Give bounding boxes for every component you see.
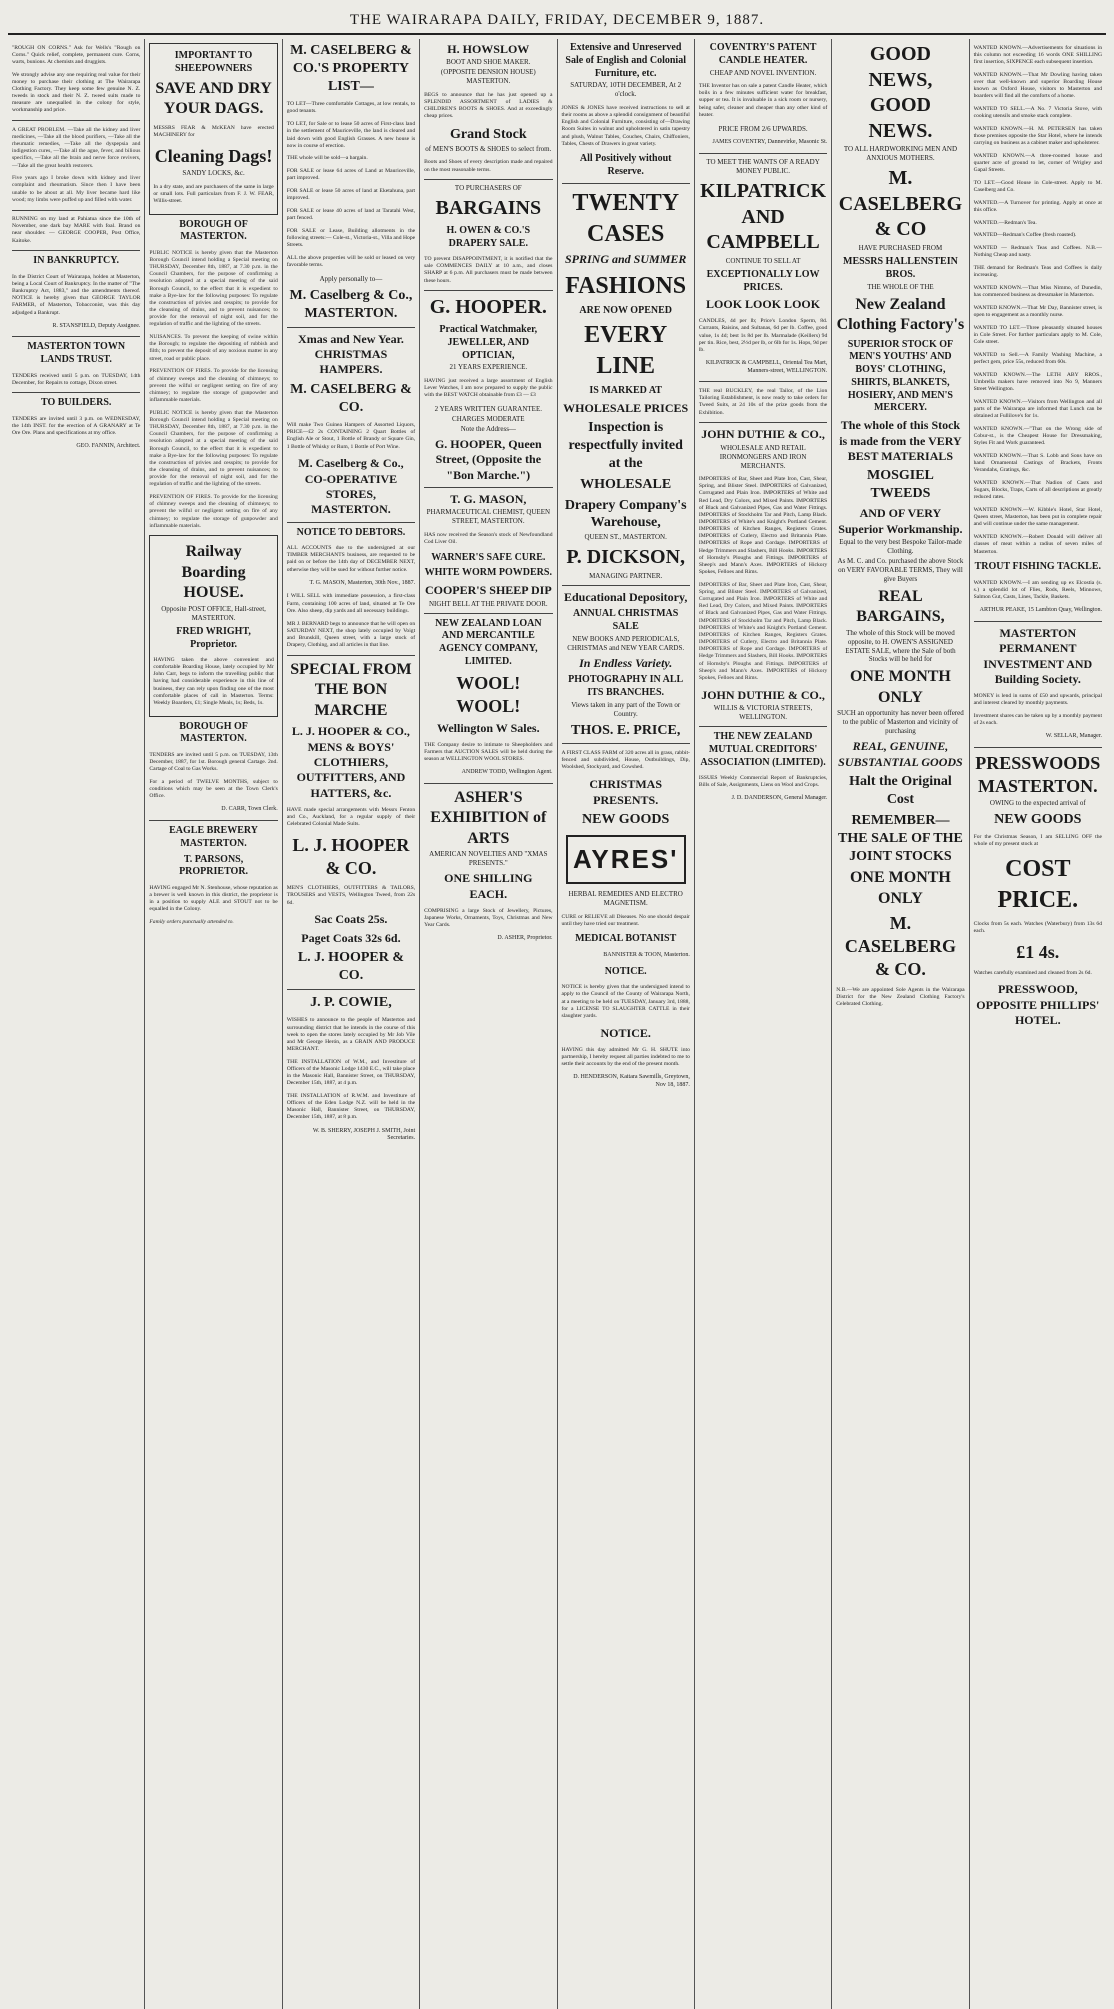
asher-heading: ASHER'S EXHIBITION of ARTS [430,788,547,847]
asher-body: COMPRISING a large Stock of Jewellery, Pictures, Japanese Works, Ornaments, Toys, Christmas and New Year Cards. [424,907,553,928]
divider [12,210,140,211]
builders-signature: GEO. FANNIN, Architect. [76,443,141,450]
inspection: Inspection is respectfully invited at the [568,419,683,471]
coventry-sub: CHEAP AND NOVEL INVENTION. [709,68,817,77]
divider [12,250,140,251]
column-5 [558,39,695,2009]
divider [424,613,552,614]
cowie-heading: J. P. COWIE, [310,994,392,1010]
asher-price: ONE SHILLING EACH. [444,871,533,901]
purchased: HAVE PURCHASED FROM [858,244,943,253]
installation-signature: W. B. SHERRY, JOSEPH J. SMITH, Joint Secretaries. [312,1127,416,1142]
fire-body-2: PUBLIC NOTICE is hereby given that the Masterton Borough Council intend holding a Special meeting on THURSDAY, December 8th, 1887, at 7.30 p.m. in the Council Chambers, for the purpose of confirming a resolution adopted at a special meeting of the said Borough Council, to the effect that it is expedient to make a Bye-law for the following purposes: To regulate the construction of privies and cesspits; to provide for the cleansing of drains, and to prevent nuisances; to provide for the removal of night soil, and for the regulation of traffic and the lighting of the streets. [149,409,278,488]
coventry-heading: COVENTRY'S PATENT CANDLE HEATER. [709,42,817,66]
problem-ad: A GREAT PROBLEM. —Take all the kidney and liver medicines, —Take all the blood purifiers, —Take all the rheumatic remedies, —Take all the dyspepsia and indigestion cures, —Take all the ague, fever, and bilious specifics, —Take all the brain and nerve force revivers, —Take all the great health restorers. [12,126,141,169]
divider [562,183,690,184]
bargains-intro: TO PURCHASERS OF [454,184,522,193]
mosgiel-tweeds: MOSGIEL TWEEDS [866,468,934,502]
divider [12,120,140,121]
hooper-warranty: 2 YEARS WRITTEN GUARANTEE. [434,404,542,413]
wanted-18: WANTED KNOWN.—"That on the Wrong side of Cobur-st., is the Cheapest House for Dressmaking, Styles Fit and Work guaranteed. [973,425,1102,447]
sandy-locks: SANDY LOCKS, &c. [182,169,245,178]
henderson-sign: D. HENDERSON, Kaitara Sawmills, Greytown, Nov 18, 1887. [573,1074,690,1088]
property-sold: THE whole will be sold—a bargain. [286,155,368,162]
wanted-6: TO LET.—Good House in Cole-street. Apply to M. Caselberg and Co. [973,179,1102,194]
wanted-11: THE demand for Redman's Teas and Coffees is daily increasing. [973,265,1102,279]
bankruptcy-body: In the District Court of Wairarapa, holden at Masterton, being a Local Court of Bankruptcy. In the matter of "The Bankruptcy Act, 1883," and the amendments thereof. NOTICE is hereby given that GEORGE TAYLOR FARMER, of Masterton, Tobacconist, was this day adjudged a Bankrupt. [12,273,141,316]
railway-ad [149,535,277,716]
every-line: EVERY LINE [584,322,668,380]
bankruptcy-signature: R. STANSFIELD, Deputy Assignee. [52,322,141,329]
owen-body: TO prevent DISAPPOINTMENT, it is notified that the sale COMMENCES DAILY at 10 a.m., and closes SHARP at 6 p.m. All purchasers must be made between these hours. [424,256,553,284]
divider [287,522,415,523]
hooper-heading-3: L. J. HOOPER & CO. [297,950,405,983]
money-lent: MONEY is lend in sums of £50 and upwards, principal and interest cleared by monthly payments. [973,692,1102,706]
sac-coats: Sac Coats 25s. [314,912,388,927]
masthead: THE WAIRARAPA DAILY, FRIDAY, DECEMBER 9, 1887. [8,6,1106,35]
ayres-body: CURE or RELIEVE all Diseases. No one should despair until they have tried our treatment. [561,913,690,927]
farm-sale: I WILL SELL with immediate possession, a first-class Farm, containing 100 acres of land, situated at Te Ore Ore. Also sheep, dip yards and all necessary buildings. [286,593,416,614]
superior-stock: SUPERIOR STOCK OF MEN'S YOUTHS' AND BOYS' CLOTHING, SHIRTS, BLANKETS, HOSIERY, AND MEN'S MERCERY. [847,338,954,414]
hamper-body: Will make Two Guinea Hampers of Assorted Liquors, PRICE—£2 2s CONTAINING 2 Quart Bottles of English Ale or Stout, 1 Bottle of Brandy or Square Gin, 1 Bottle of Whisky or Rum, 1 Bottle of Port Wine. [286,422,416,450]
genuine-goods: REAL, GENUINE, SUBSTANTIAL GOODS [838,739,963,769]
grand-stock-sub: of MEN'S BOOTS & SHOES to select from. [425,144,552,153]
property-let-2: TO LET, for Sale or to lease 50 acres of First-class land in the settlement of Mauriceville, the land is cleared and laid down with good English Grasses. A new house is now in course of erection. [286,121,416,149]
wanted-4: WANTED KNOWN.—H. M. PETERSEN has taken those premises opposite the Star Hotel, where he intends carrying on business as a cabinet maker and upholsterer. [973,125,1102,147]
railway-heading: Railway Boarding HOUSE. [181,543,246,602]
divider [699,153,827,154]
grand-stock-heading: Grand Stock [450,127,527,143]
worm-heading: WHITE WORM POWDERS. [424,567,552,579]
hooper-sub: MEN'S CLOTHIERS, OUTFITTERS & TAILORS, TROUSERS and VESTS, Wellington Tweed, from 22s 6d. [286,885,416,906]
wanted-5: WANTED KNOWN.—A three-roomed house and quarter acre of ground to let, corner of Wrigley and Gapal Streets. [973,152,1102,174]
ayres-heading: AYRES' [566,835,686,884]
owing-to: OWING to the expected arrival of [989,798,1086,807]
divider [424,179,552,180]
clocks: Clocks from 5s each. Watches (Waterbury) from 13s 6d each. [973,921,1102,935]
hardworking: TO ALL HARDWORKING MEN AND ANXIOUS MOTHERS. [843,145,958,163]
favorable: As M. C. and Co. purchased the above Stock on VERY FAVORABLE TERMS, They will give Buyers [837,556,964,583]
mutual-sign: J. D. DANDERSON, General Manager. [731,795,828,802]
wanted-16: WANTED KNOWN.—The LETH ABY RROS., Umbrella makers have removed into No 9, Manners Street Wellington. [973,371,1102,393]
wanted-13: WANTED KNOWN.—That Mr Day, Bannister street, is open to engagement as a monthly nurse. [973,304,1102,319]
divider [699,422,827,423]
night-bell: NIGHT BELL AT THE PRIVATE DOOR. [429,599,548,608]
column-4 [420,39,557,2009]
kilpatrick-heading: KILPATRICK AND CAMPBELL [700,180,827,254]
hooper-watch-body: HAVING just received a large assortment of English Lever Watches, I am now prepared to supply the public with the BEST WATCH obtainable from £3 — £3 [424,377,553,399]
railway-body: HAVING taken the above convenient and comfortable Boarding House, lately occupied by Mr John Carr, begs to inform the travelling public that having had considerable experience in this line of business, they can rely upon finding one of the most comfortable places of call in Masterton. Terms: Weekly Boarders, £1; Single Meals, 1s; Beds, 1s. [153,656,274,706]
wholesale-prices: WHOLESALE PRICES [563,400,689,415]
wanted-14: WANTED TO LET.—Three pleasantly situated houses in Cole Street. For further particulars apply to M. Cole, Cole street. [973,324,1102,346]
town-lands-body: TENDERS received until 5 p.m. on TUESDAY, 14th December, for Repairs to cottage, Dixon street. [12,372,141,386]
photography: PHOTOGRAPHY IN ALL ITS BRANCHES. [568,674,684,698]
hooper-body-1: HAVE made special arrangements with Messrs Fenton and Co., Auckland, for a regular supply of their Celebrated Colonial Made Suits. [286,806,416,827]
kilpatrick-body: CANDLES, 4d per lb; Price's London Sperm, 8d. Currants, Raisins, and Sultanas, 6d per lb. Coffee, good value, 1s 4d; best 1s 8d per lb. Marmalade (Keillers) 9d per tin. Rice, best, 2½d per lb, or 6lb for 1s. Hops, 9d per lb. [698,318,828,353]
coventry-price: PRICE FROM 2/6 UPWARDS. [718,124,808,133]
opportunity: SUCH an opportunity has never been offered to the public of Masterton and vicinity of purchasing [837,709,964,736]
real-bargains: REAL BARGAINS, [856,587,945,626]
debtors-signature: T. G. MASON, Masterton, 30th Nov., 1887. [309,579,416,586]
wool-heading: WOOL! WOOL! [456,672,521,716]
buckley-ad: THE real BUCKLEY, the real Tailor, of the Lion Tailoring Establishment, is now ready to take orders for Tweed Suits, at 24 10s of the prize goods from the Exhibition. [698,388,828,416]
photo-views: Views taken in any part of the Town or Country. [571,700,681,718]
divider [12,336,140,337]
christmas-presents: CHRISTMAS PRESENTS. [589,777,663,807]
column-2 [145,39,282,2009]
hooper-heading-1: L. J. HOOPER & CO., MENS & BOYS' CLOTHIERS, OUTFITTERS, AND HATTERS, &c. [291,724,410,800]
kilpatrick-sign: KILPATRICK & CAMPBELL, Oriental Tea Mart, Manners-street, WELLINGTON. [705,360,828,374]
drapery-address: QUEEN ST., MASTERTON. [584,533,667,542]
railway-proprietor: FRED WRIGHT, Proprietor. [176,625,251,650]
wanted-21: WANTED KNOWN.—W. Kibble's Hotel, Star Hotel, Queen street, Masterton, has been put in complete repair and will continue under the same management. [973,507,1102,528]
selling-off: For the Christmas Season, I am SELLING OFF the whole of my present stock at [973,834,1102,848]
new-goods-heading: NEW GOODS [994,811,1082,827]
owen-heading: H. OWEN & CO.'S DRAPERY SALE. [446,224,531,249]
brewery-orders: Family orders punctually attended to. [149,919,234,926]
property-apply: Apply personally to— [319,274,383,283]
cleaning-heading: Cleaning Dags! [154,146,273,167]
coventry-body: THE Inventor has on sale a patent Candle Heater, which boils in a few minutes sufficient water for breakfast, supper or tea. It is invaluable in a sick room or nursery, being safer, cleaner and cheaper than any other kind of heater. [698,83,828,118]
peake-sign: ARTHUR PEAKE, 15 Lambton Quay, Wellington. [979,607,1102,614]
wanted-1: WANTED KNOWN.—Advertisements for situations in this column not exceeding 16 words ONE SHILLING first insertion, SIXPENCE each subsequent insertion. [973,44,1102,65]
property-sale-3: FOR SALE or lease 40 acres of land at Taratahi West, part fenced. [286,208,416,222]
borough-heading: BOROUGH OF MASTERTON. [179,218,248,243]
best-materials: The whole of this Stock is made from the VERY BEST MATERIALS [839,418,962,463]
whole-of: THE WHOLE OF THE [867,282,934,291]
bannister-sign: BANNISTER & TOON, Masterton. [603,952,690,959]
wanted-9: WANTED—Redman's Coffee (fresh roasted). [973,232,1077,239]
fire-body: PREVENTION OF FIRES. To provide for the licensing of chimney sweeps and the cleaning of chimneys; to prevent the wilful or negligent setting on fire of any chimney; to regulate the storage of gunpowder and inflammable materials. [149,368,278,404]
twenty-cases: TWENTY CASES [572,190,680,247]
town-clerk: D. CARR, Town Clerk. [221,806,278,813]
hop-ad: Five years ago I broke down with kidney and liver complaint and rheumatism. Since then I have been unable to be about at all. My liver became hard like wood; my limbs were puffed up and filled with water. [12,175,141,203]
brewery-proprietor: T. PARSONS, PROPRIETOR. [179,853,249,878]
sellar-sign: W. SELLAR, Manager. [1045,733,1102,740]
column-8 [970,39,1106,2009]
drapery-heading: Drapery Company's Warehouse, [564,497,687,531]
dags-intro: MESSRS FEAR & McKEAN have erected MACHINERY for [153,125,274,139]
new-goods: NEW GOODS [582,811,670,827]
one-month-2: ONE MONTH ONLY [849,869,951,907]
now-opened: ARE NOW OPENED [579,304,672,316]
price-big: £1 4s. [1016,942,1060,963]
marked-at: IS MARKED AT [589,384,662,396]
builders-body: TENDERS are invited until 3 p.m. on WEDNESDAY, the 14th INST. for the erection of A GRANARY at Te Ore Ore. Plans and specifications at my office. [12,415,141,437]
borough2-heading: BOROUGH OF MASTERTON. [179,720,248,745]
wanted-3: WANTED TO SELL.—A No. 7 Victoria Stove, with cooking utensils and smoke stack complete. [973,105,1102,120]
cartage-tenders: TENDERS are invited until 5 p.m. on TUESDAY, 13th December, 1887, for 1st. Borough general Cartage. 2nd. Cartage of Coal to Gas Works. [149,751,278,773]
divider [562,743,690,744]
divider [699,381,827,382]
caselberg-heading: M. CASELBERG & CO [838,167,963,241]
furniture-reserve: All Positively without Reserve. [579,153,672,178]
wool-body: THE Company desire to intimate to Sheepholders and Farmers that AUCTION SALES will be held during the season at WELLINGTON WOOL STORES. [424,741,553,763]
divider [974,747,1102,748]
building-society: MASTERTON PERMANENT INVESTMENT AND Building Society. [983,625,1093,686]
coventry-sign: JAMES COVENTRY, Dannevirke, Masonic St. [712,139,828,146]
wool-signature: ANDREW TODD, Wellington Agent. [461,769,553,776]
ayres-sub: HERBAL REMEDIES AND ELECTRO MAGNETISM. [568,890,683,907]
divider [287,655,415,656]
wanted-10: WANTED — Redman's Teas and Coffees. N.B.—Nothing Cheap and nasty. [973,245,1102,259]
asher-sub: AMERICAN NOVELTIES AND "XMAS PRESENTS." [429,850,548,868]
howslow-sub: BOOT AND SHOE MAKER. [446,58,531,67]
hooper-charges: CHARGES MODERATE [452,414,525,423]
duthie-heading: JOHN DUTHIE & CO., [701,427,825,442]
farm-ad: A FIRST CLASS FARM of 320 acres all in grass, rabbit-fenced and subdivided, House, Outbuildings, Dip, Woolshed, Stockyard, and Cowshed. [561,750,690,771]
caselberg-hampers: M. CASELBERG & CO. [290,381,412,415]
joint-stocks: REMEMBER— THE SALE OF THE JOINT STOCKS [838,812,963,864]
good-news: GOOD NEWS, GOOD NEWS. [868,43,933,142]
running-ad: RUNNING on my land at Pahiatua since the 10th of November, one dark bay MARE with foal. Brand on near shoulder. — GEORGE COOPER, Post Office, Kaitoke. [12,216,141,244]
hooper-years: 21 YEARS EXPERIENCE. [449,363,528,372]
brewery-heading: EAGLE BREWERY MASTERTON. [169,825,258,849]
workmanship: AND OF VERY Superior Workmanship. [838,506,963,536]
duthie-heading-2: JOHN DUTHIE & CO., [701,687,825,702]
sheep-dip-heading: COOPER'S SHEEP DIP [424,583,552,598]
property-all: ALL the above properties will be sold or leased on very favorable terms. [286,254,416,269]
installation-2: THE INSTALLATION of R.W.M. and Investiture of Officers of the Eden Lodge N.Z. will be held in the Masonic Hall, Bannister Street, on THURSDAY, December 15th, 1887, at 8 p.m. [286,1092,416,1121]
investment-shares: Investment shares can be taken up by a monthly payment of 2s each. [973,712,1102,726]
dags-ad [149,43,277,215]
hooper-heading-2: L. J. HOOPER & CO. [292,834,410,878]
hooper-address: G. HOOPER, Queen Street, (Opposite the "Bon Marche.") [434,436,542,482]
price-heading: THOS. E. PRICE, [571,722,681,738]
cost-price: COST PRICE. [997,856,1079,913]
loan-company-heading: NEW ZEALAND LOAN AND MERCANTILE AGENCY COMPANY, LIMITED. [435,617,542,667]
cowie-body: WISHES to announce to the people of Masterton and surrounding district that he intends in the course of this week to open the stores lately occupied by Mr Job Vile and Mr George Herón, as a GRAIN AND PRODUCE MERCHANT. [286,1017,416,1052]
presswood-heading: PRESSWOODS MASTERTON. [975,752,1101,796]
wanted-12: WANTED KNOWN.—That Miss Nimmo, of Dunedin, has commenced business as dressmaker in Masterton. [973,285,1102,299]
medical-botanist: MEDICAL BOTANIST [575,933,677,945]
wanted-23: WANTED KNOWN.—I am sending up ex Elcostia (s. s.) a splendid lot of Flies, Rods, Reels, Minnows, Salmon Gut, Casts, Lines, Tackle, Baskets. [973,579,1102,600]
caselberg-heading-2: M. CASELBERG & CO. [844,913,956,980]
wool-sales: Wellington W Sales. [437,720,540,735]
rough-ad: "ROUGH ON CORNS." Ask for Wells's "Rough on Corns." Quick relief, complete, permanent cure. Corns, warts, bunions. At chemists and druggists. [12,44,141,65]
spring-summer: SPRING and SUMMER [565,252,687,267]
wanted-8: WANTED.—Redman's Tea. [973,219,1037,226]
kilpatrick-continue: CONTINUE TO SELL AT [725,256,801,265]
cod-liver-oil: HAS now received the Season's stock of Newfoundland Cod Liver Oil. [424,531,553,545]
grand-stock-body: Boots and Shoes of every description made and repaired on the most reasonable terms. [424,159,553,173]
mutual-heading: THE NEW ZEALAND MUTUAL CREDITORS' ASSOCIATION (LIMITED). [700,730,826,768]
paget-coats: Paget Coats 32s 6d. [301,930,401,945]
educational-heading: Educational Depository, [564,589,688,604]
nz-clothing-factory: New Zealand Clothing Factory's [836,295,965,334]
wanted-2: WANTED KNOWN.—That Mr Dowling having taken over that well-known and superior Boarding House known as Oxford House, visitors to Masterton and boarders will find all the comforts of a home. [973,71,1102,100]
wanted-17: WANTED KNOWN.—Visitors from Wellington and all parts of the Wairarapa are informed that Lunch can be obtained at Fullilove's for 1s. [973,398,1102,420]
divider [287,327,415,328]
owen-estate: The whole of this Stock will be moved opposite, to H. OWEN'S ASSIGNED ESTATE SALE, where the Sale of both Stocks will be held for [845,628,956,664]
warner-heading: WARNER'S SAFE CURE. [431,551,546,563]
property-sale-1: FOR SALE or lease 64 acres of Land at Mauriceville, part improved. [286,168,416,182]
divider [699,726,827,727]
column-1 [8,39,145,2009]
divider [562,585,690,586]
fashions: FASHIONS [565,272,687,299]
debtors-heading: NOTICE TO DEBTORS. [296,526,406,538]
christmas-sale: ANNUAL CHRISTMAS SALE [573,608,679,633]
mason-sub: PHARMACEUTICAL CHEMIST, QUEEN STREET, MASTERTON. [426,508,551,526]
property-sale-4: FOR SALE or Lease, Building allotments in the following streets:— Cole-st., Victoria-st., Villa and Hope Streets. [286,227,416,249]
divider [12,392,140,393]
town-lands-heading: MASTERTON TOWN LANDS TRUST. [27,341,126,366]
divider [424,783,552,784]
column-6 [695,39,832,2009]
divider [424,290,552,291]
furniture-body: JONES & JONES have received instructions to sell at their rooms as above a splendid consignment of beautiful English and Colonial Furniture, consisting of—Drawing Room Suites in walnut and upholstered in satin tapestry and plush, Walnut Tables, Couches, Chairs, Chiffoniers, Tables, Chests of Drawers in great variety. [561,104,690,147]
duthie-address: WILLIS & VICTORIA STREETS, WELLINGTON. [713,704,813,721]
dags-heading-small: IMPORTANT TO SHEEPOWNERS [174,50,253,74]
caselberg-property-heading: M. CASELBERG & CO.'S PROPERTY LIST— [290,43,412,94]
dags-heading: SAVE AND DRY YOUR DAGS. [155,79,272,118]
hallenstein: MESSRS HALLENSTEIN BROS. [843,256,958,280]
duthie-sub: WHOLESALE AND RETAIL IRONMONGERS AND IRON MERCHANTS. [719,443,807,470]
notice2-body: HAVING this day admitted Mr G. H. SHUTE into partnership, I hereby request all parties indebted to me to settle their accounts by the end of the present month. [561,1046,690,1067]
dickson-heading: P. DICKSON, [566,546,686,569]
low-prices: EXCEPTIONALLY LOW PRICES. [706,268,820,293]
howslow-body: BEGS to announce that he has just opened up a SPLENDID ASSORTMENT of LADIES & CHILDREN'S BOOTS & SHOES. And at exceedingly cheap prices. [424,91,553,120]
furniture-heading: Extensive and Unreserved Sale of English and Colonial Furniture, etc. [565,42,686,79]
wanted-7: WANTED.—A Turnover for printing. Apply at once at this office. [973,199,1102,213]
property-sale-2: FOR SALE or lease 50 acres of land at Eketahuna, part improved. [286,188,416,202]
column-3 [283,39,420,2009]
look-look: LOOK LOOK LOOK [706,297,821,312]
notice-heading: NOTICE. [604,965,647,977]
bespoke: Equal to the very best Bespoke Tailor-made Clothing. [839,537,962,555]
original-cost: Halt the Original Cost [849,773,952,807]
notice2-heading: NOTICE. [600,1025,651,1040]
railway-sub: Opposite POST OFFICE, Hall-street, MASTERTON. [161,604,266,622]
fire-body-3: PREVENTION OF FIRES. To provide for the licensing of chimney sweeps and the cleaning of chimneys; to prevent the wilful or negligent setting on fire of any chimney; to regulate the storage of gunpowder and inflammable materials. [149,494,278,529]
clothing-ad: We strongly advise any one requiring real value for their money to purchase their clothing at The Wairarapa Clothing Factory. They keep some few genuine N. Z. tweeds in stock and their N. Z. tweed suits made to measure are unequalled in the colony for style, workmanship and price. [12,71,141,114]
caselberg-coop: M. Caselberg & Co., CO-OPERATIVE STORES, MASTERTON. [298,456,404,517]
books-cards: NEW BOOKS AND PERIODICALS, CHRISTMAS and NEW YEAR CARDS. [567,634,685,652]
hooper-address-label: Note the Address— [460,424,516,433]
wanted-22: WANTED KNOWN.—Robert Donald will deliver all classes of meat within a radius of seven miles of Masterton. [973,534,1102,555]
presswood-sign: PRESSWOOD, OPPOSITE PHILLIPS' HOTEL. [976,982,1100,1028]
caselberg-masterton: M. Caselberg & Co., MASTERTON. [289,287,413,321]
builders-heading: TO BUILDERS. [40,397,112,409]
trout-heading: TROUT FISHING TACKLE. [974,561,1102,573]
hooper-watch-heading: G. HOOPER. [429,296,547,319]
dags-body: In a dry state, and are purchasers of the same in large or small lots. Full particulars from F. J. W. FEAR, Willis-street. [153,183,274,204]
furniture-date: SATURDAY, 10TH DECEMBER, At 2 o'clock. [570,81,682,99]
wanted-20: WANTED KNOWN.—That Nadion of Casts and Sugars, Blocks, Traps, Carts of all descriptions at greatly reduced rates. [973,480,1102,501]
nuisances-body: NUISANCES. To prevent the keeping of swine within the Borough; to regulate the depositing of rubbish and filth; to prevent the deposit of any noxious matter in any street, road or public place. [149,334,278,362]
divider [287,989,415,990]
ready-money: TO MEET THE WANTS OF A READY MONEY PUBLIC. [706,158,820,176]
bankruptcy-heading: IN BANKRUPTCY. [33,255,120,267]
duthie-importers: IMPORTERS of Bar, Sheet and Plate Iron, Cast, Shear, Spring, and Blister Steel. IMPORTERS of Galvanized, Corrugated and Plain Iron. IMPORTERS of White and Red Lead, Dry Colors, and Mixed Paints. IMPORTERS of Black and Galvanized Pipes, Gas and Water Fittings. IMPORTERS of Stockholm Tar and Pitch, Lamp Black. IMPORTERS of White's and Knight's Portland Cement. IMPORTERS of Kitchen Ranges, Registers Grates. IMPORTERS of Cutlery, Electro and Britannia Plate. IMPORTERS of Rope and Cordage. IMPORTERS of Hedge Trimmers and Slashers, Bill Hooks. IMPORTERS of Hornsby's Ploughs and Fittings. IMPORTERS of Sheep's and Mann's Axes. IMPORTERS of Hickory Spokes, Felloes and Rims. [698,476,828,576]
notice-body: NOTICE is hereby given that the undersigned intend to apply to the Council of the County of Wairarapa North, at a meeting to be held on TUESDAY, January 3rd, 1888, for a LICENSE TO SLAUGHTER CATTLE in their slaughter yards. [561,984,690,1019]
cartage-body: For a period of TWELVE MONTHS, subject to conditions which may be seen at the Town Clerk's Office. [149,778,278,800]
bylaw-body: PUBLIC NOTICE is hereby given that the Masterton Borough Council intend holding a Special meeting on THURSDAY, December 8th, 1887, at 7.30 p.m. in the Council Chambers, for the purpose of confirming a resolution adopted at a special meeting of the said Borough Council, to the effect that it is expedient to make a Bye-law for the following purposes: To regulate the construction of privies and cesspits; to provide for the cleansing of drains, and to prevent nuisances; to provide for the removal of night soil, and for the regulation of traffic and the lighting of the streets. [149,249,278,328]
duthie-importers-2: IMPORTERS of Bar, Sheet and Plate Iron, Cast, Shear, Spring, and Blister Steel. IMPORTERS of Galvanized, Corrugated and Plain Iron. IMPORTERS of White and Red Lead, Dry Colors, and Mixed Paints. IMPORTERS of Black and Galvanized Pipes, Gas and Water Fittings. IMPORTERS of Stockholm Tar and Pitch, Lamp Black. IMPORTERS of White's and Knight's Portland Cement. IMPORTERS of Kitchen Ranges, Registers Grates. IMPORTERS of Cutlery, Electro and Britannia Plate. IMPORTERS of Rope and Cordage. IMPORTERS of Hedge Trimmers and Slashers, Bill Hooks. IMPORTERS of Hornsby's Ploughs and Fittings. IMPORTERS of Sheep's and Mann's Axes. IMPORTERS of Hickory Spokes, Felloes and Rims. [698,581,828,681]
mutual-body: ISSUES Weekly Commercial Report of Bankruptcies, Bills of Sale, Assignments, Liens on Wool and Crops. [698,774,828,789]
bernard-ad: MR J. BERNARD begs to announce that he will open on SATURDAY NEXT, the shop lately occupied by Voigt and Brunskill, Queen street, with a large stock of Drapery, Clothing, and all articles in that line. [286,620,416,648]
columns [8,39,1106,2009]
mason-heading: T. G. MASON, [450,491,527,506]
divider [149,820,277,821]
xmas-heading: Xmas and New Year. CHRISTMAS HAMPERS. [298,331,404,377]
debtors-body: ALL ACCOUNTS due to the undersigned at our TIMBER MERCHANTS business, are requested to be paid on or before the 14th day of DECEMBER NEXT, otherwise they will be sued for without further notice. [286,545,416,573]
asher-signature: D. ASHER, Proprietor. [497,934,553,941]
one-month-1: ONE MONTH ONLY [849,668,951,706]
brewery-body: HAVING engaged Mr N. Stenhouse, whose reputation as a brewer is well known in this district, the proprietor is in a position to supply ALE and STOUT not to be equalled in the Colony. [149,884,278,913]
wanted-19: WANTED KNOWN.—That S. Lobb and Sons have on hand Ornamental Castings of Brackets, Fronts Verandahs, Gratings, &c. [973,453,1102,474]
bon-marche-heading: SPECIAL FROM THE BON MARCHE [290,660,412,719]
endless-variety: In Endless Variety. [579,655,673,670]
wanted-15: WANTED to Sell.—A Family Washing Machine, a perfect gem, price 55s, reduced from 60s. [973,351,1102,366]
installation-1: THE INSTALLATION of W.M., and Investiture of Officers of the Masonic Lodge 1430 E.C., will take place in the Masonic Hall, Bannister Street, on THURSDAY, December 15th, 1887, at 4 p.m. [286,1058,416,1087]
wholesale-heading: WHOLESALE [580,476,672,492]
divider [424,487,552,488]
hooper-watch-sub: Practical Watchmaker, JEWELLER, AND OPTICIAN, [439,323,538,361]
howslow-address: (OPPOSITE DENSION HOUSE) MASTERTON. [440,68,536,86]
property-let-1: TO LET—Three comfortable Cottages, at low rentals, to good tenants. [286,101,416,115]
watches-cleaned: Watches carefully examined and cleaned from 2s 6d. [973,969,1092,976]
dickson-title: MANAGING PARTNER. [589,571,663,580]
howslow-heading: H. HOWSLOW [447,42,530,56]
column-7 [832,39,969,2009]
divider [974,621,1102,622]
sole-agents: N.B.—We are appointed Sole Agents in the Wairarapa District for the New Zealand Clothing Factory's Celebrated Clothing. [836,987,965,1008]
bargains-heading: BARGAINS [435,197,542,220]
